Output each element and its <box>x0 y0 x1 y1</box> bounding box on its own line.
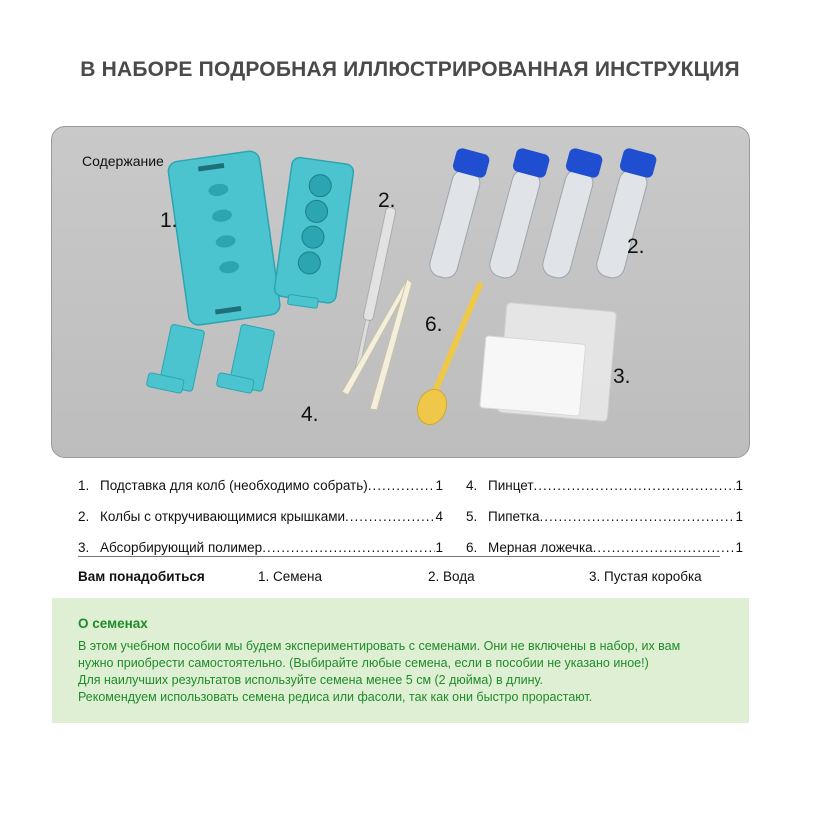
page-title: В НАБОРЕ ПОДРОБНАЯ ИЛЛЮСТРИРОВАННАЯ ИНСТРУКЦИЯ <box>80 58 740 81</box>
stand-plate-left <box>167 150 281 326</box>
photo-label-2-pipette: 2. <box>378 189 396 212</box>
requirements-row <box>78 569 720 589</box>
list-item <box>466 540 743 555</box>
leader-dots <box>262 540 435 555</box>
polymer-bag <box>479 301 616 422</box>
item-label: Абсорбирующий полимер <box>100 540 263 555</box>
list-row <box>78 532 743 563</box>
requirement-item: 2. Вода <box>428 569 475 584</box>
item-qty: 1 <box>435 478 443 493</box>
requirement-item: 1. Семена <box>258 569 323 584</box>
divider <box>78 556 720 557</box>
list-item <box>78 540 443 555</box>
item-label: Подставка для колб (необходимо собрать) <box>100 478 368 493</box>
contents-list <box>78 470 743 563</box>
seeds-text <box>78 638 738 706</box>
list-item <box>78 478 443 493</box>
contents-photo <box>51 126 750 458</box>
item-label: Пипетка <box>488 509 540 524</box>
item-qty: 1 <box>735 509 743 524</box>
item-qty: 1 <box>435 540 443 555</box>
measuring-spoon <box>413 285 480 429</box>
stand-clip-2 <box>216 322 275 396</box>
item-index: 5. <box>466 509 478 524</box>
seeds-line: Рекомендуем использовать семена редиса или фасоли, так как они быстро прорастают. <box>78 690 593 704</box>
seeds-line: нужно приобрести самостоятельно. (Выбирайте любые семена, если в пособии не указано иное!) <box>78 656 649 670</box>
photo-label-2-tubes: 2. <box>627 235 645 258</box>
item-qty: 1 <box>735 478 743 493</box>
seeds-info-box <box>52 598 749 723</box>
item-label: Колбы с откручивающимися крышками <box>100 509 346 524</box>
leader-dots <box>345 509 435 524</box>
kit-illustration <box>52 127 749 457</box>
item-qty: 4 <box>435 509 443 524</box>
item-index: 3. <box>78 540 90 555</box>
item-index: 1. <box>78 478 90 493</box>
photo-label-6: 6. <box>425 313 443 336</box>
leader-dots <box>534 478 736 493</box>
leader-dots <box>593 540 736 555</box>
list-row <box>78 470 743 501</box>
item-label: Мерная ложечка <box>488 540 593 555</box>
seeds-line: Для наилучших результатов используйте семена менее 5 см (2 дюйма) в длину. <box>78 673 544 687</box>
leader-dots <box>540 509 736 524</box>
tube-4 <box>591 147 657 281</box>
item-qty: 1 <box>735 540 743 555</box>
list-item <box>466 509 743 524</box>
photo-label-4: 4. <box>301 403 319 426</box>
list-item <box>466 478 743 493</box>
tube-2 <box>484 147 550 281</box>
requirement-item: 3. Пустая коробка <box>589 569 702 584</box>
leader-dots <box>368 478 436 493</box>
seeds-title: О семенах <box>78 616 148 631</box>
item-index: 4. <box>466 478 478 493</box>
list-item <box>78 509 443 524</box>
item-index: 2. <box>78 509 90 524</box>
photo-label-1: 1. <box>160 209 178 232</box>
tube-1 <box>424 147 490 281</box>
stand-clip-1 <box>146 322 205 396</box>
stand-plate-right <box>273 157 355 311</box>
item-label: Пинцет <box>488 478 534 493</box>
requirements-label: Вам понадобиться <box>78 569 205 584</box>
photo-label-3: 3. <box>613 365 631 388</box>
item-index: 6. <box>466 540 478 555</box>
contents-heading: Содержание <box>82 153 164 169</box>
seeds-line: В этом учебном пособии мы будем экспериментировать с семенами. Они не включены в набор, их вам <box>78 639 681 653</box>
list-row <box>78 501 743 532</box>
